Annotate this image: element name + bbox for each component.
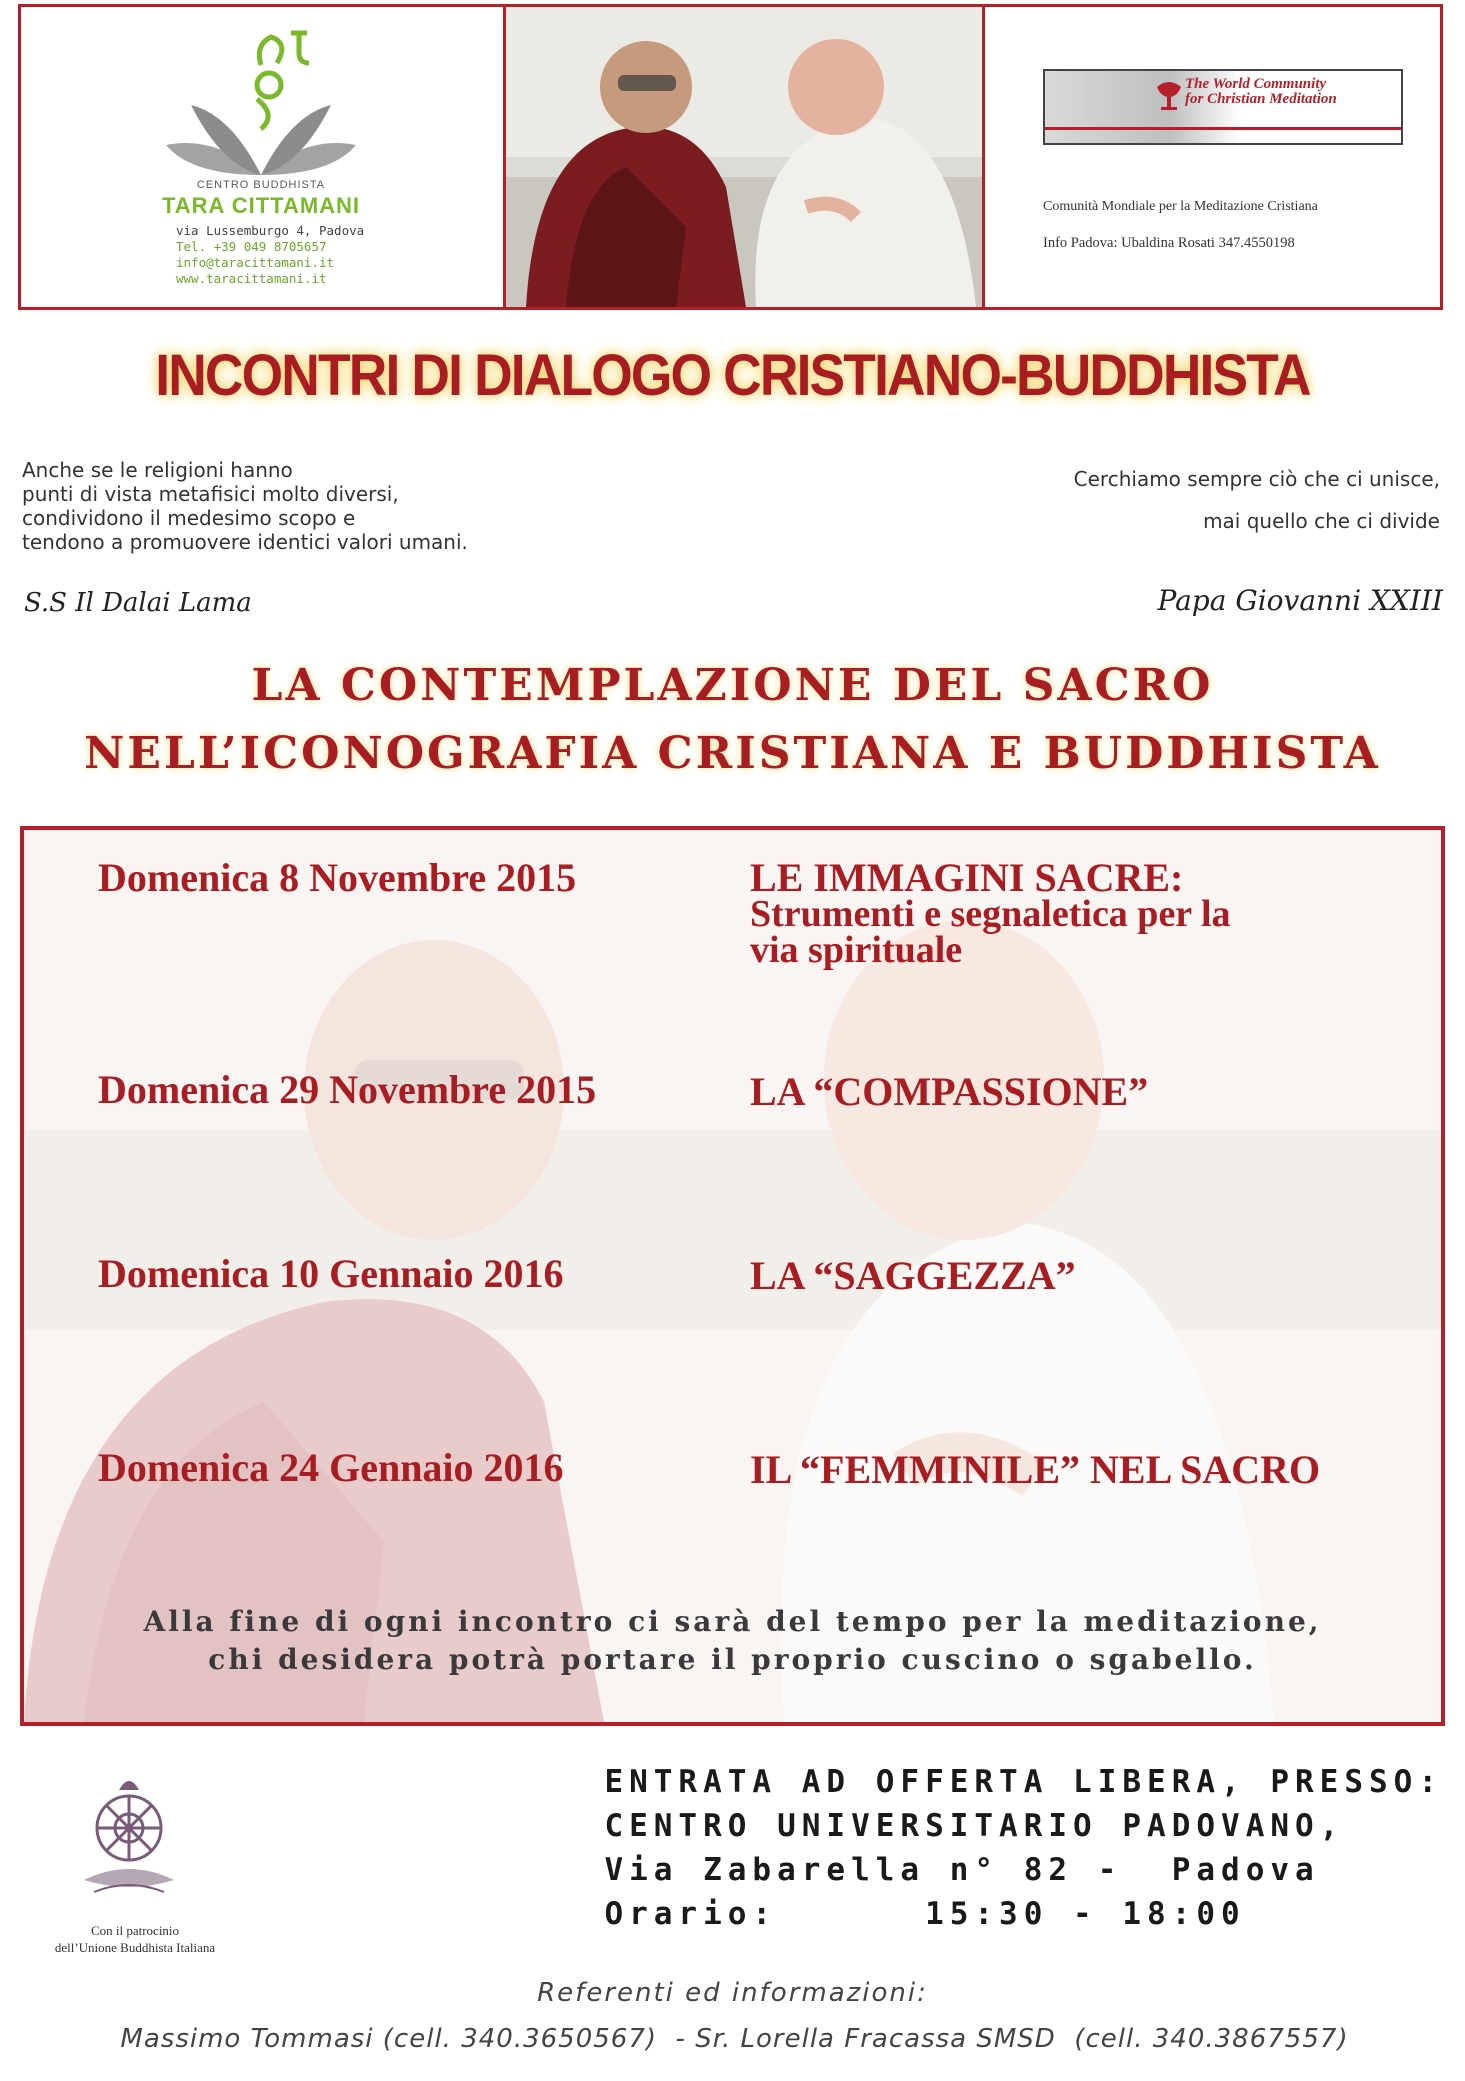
wccm-redline — [1045, 127, 1401, 130]
tara-address: via Lussemburgo 4, Padova — [176, 223, 365, 238]
venue-line2: CENTRO UNIVERSITARIO PADOVANO, — [604, 1808, 1345, 1844]
meditation-note-line2: chi desidera potrà portare il proprio cuscino o sgabello. — [208, 1643, 1257, 1676]
header-band — [18, 4, 1443, 310]
tara-subtitle: CENTRO BUDDHISTA — [196, 179, 326, 191]
wccm-info: Info Padova: Ubaldina Rosati 347.4550198 — [1043, 235, 1295, 251]
schedule-topic-1-line3: via spirituale — [750, 929, 963, 971]
patronage-text — [40, 1922, 230, 1956]
venue-info — [604, 1760, 1443, 1936]
header-photo — [503, 7, 985, 307]
wccm-logo — [1043, 69, 1403, 145]
schedule-topic-3: LA “SAGGEZZA” — [750, 1253, 1076, 1298]
schedule-box — [20, 826, 1445, 1726]
schedule-topic-2: LA “COMPASSIONE” — [750, 1069, 1149, 1114]
schedule-topic-1-line1: LE IMMAGINI SACRE: — [750, 855, 1184, 900]
subtitle-line1: LA CONTEMPLAZIONE DEL SACRO — [251, 660, 1214, 711]
page-title: INCONTRI DI DIALOGO CRISTIANO-BUDDHISTA — [155, 343, 1310, 408]
venue-line3: Via Zabarella n° 82 - Padova — [604, 1852, 1320, 1888]
schedule-date-1: Domenica 8 Novembre 2015 — [98, 855, 577, 900]
quote-left: Anche se le religioni hanno punti di vista metafisici molto diversi, condividono il medesimo scopo e tendono a promuovere identici valori umani. — [22, 458, 468, 554]
dialogue-photo-image — [506, 7, 982, 307]
venue-line4: Orario: 15:30 - 18:00 — [604, 1896, 1246, 1932]
schedule-topic-4: IL “FEMMINILE” NEL SACRO — [750, 1447, 1321, 1492]
quote-right-author: Papa Giovanni XXIII — [1157, 584, 1443, 617]
wccm-name-line1: The World Community — [1185, 76, 1327, 92]
schedule-date-3: Domenica 10 Gennaio 2016 — [98, 1251, 564, 1296]
tara-phone: Tel. +39 049 8705657 — [176, 239, 327, 254]
patronage-line2: dell’Unione Buddhista Italiana — [54, 1940, 216, 1955]
tara-name: TARA CITTAMANI — [161, 193, 361, 218]
schedule-date-4: Domenica 24 Gennaio 2016 — [98, 1445, 564, 1490]
tara-contact-info — [176, 223, 364, 287]
schedule-topic-1 — [750, 855, 1231, 971]
meditation-note-line1: Alla fine di ogni incontro ci sarà del tempo per la meditazione, — [143, 1605, 1322, 1638]
dharma-wheel-icon — [74, 1770, 184, 1910]
wccm-italian-name: Comunità Mondiale per la Meditazione Cristiana — [1043, 199, 1318, 214]
venue-line1: ENTRATA AD OFFERTA LIBERA, PRESSO: — [604, 1764, 1443, 1800]
tara-email: info@taracittamani.it — [176, 255, 335, 270]
tara-website: www.taracittamani.it — [176, 271, 327, 286]
wccm-name — [1185, 77, 1337, 107]
schedule-date-2: Domenica 29 Novembre 2015 — [98, 1067, 597, 1112]
subtitle-line2: NELL’ICONOGRAFIA CRISTIANA E BUDDHISTA — [84, 728, 1381, 779]
wccm-name-line2: for Christian Meditation — [1185, 91, 1337, 107]
schedule-topic-1-line2: Strumenti e segnaletica per la — [750, 893, 1231, 935]
patronage-line1: Con il patrocinio — [90, 1923, 180, 1938]
dove-chalice-icon — [1153, 77, 1185, 113]
references-title: Referenti ed informazioni: — [537, 1978, 928, 2008]
lotus-logo-icon — [161, 25, 361, 185]
quote-left-author: S.S Il Dalai Lama — [24, 588, 252, 618]
quote-right: Cerchiamo sempre ciò che ci unisce, mai quello che ci divide — [1073, 467, 1440, 533]
wccm-logo-block — [985, 7, 1440, 307]
tara-cittamani-logo-block — [21, 7, 501, 307]
references-contacts: Massimo Tommasi (cell. 340.3650567) - Sr. Lorella Fracassa SMSD (cell. 340.3867557) — [120, 2024, 1349, 2054]
